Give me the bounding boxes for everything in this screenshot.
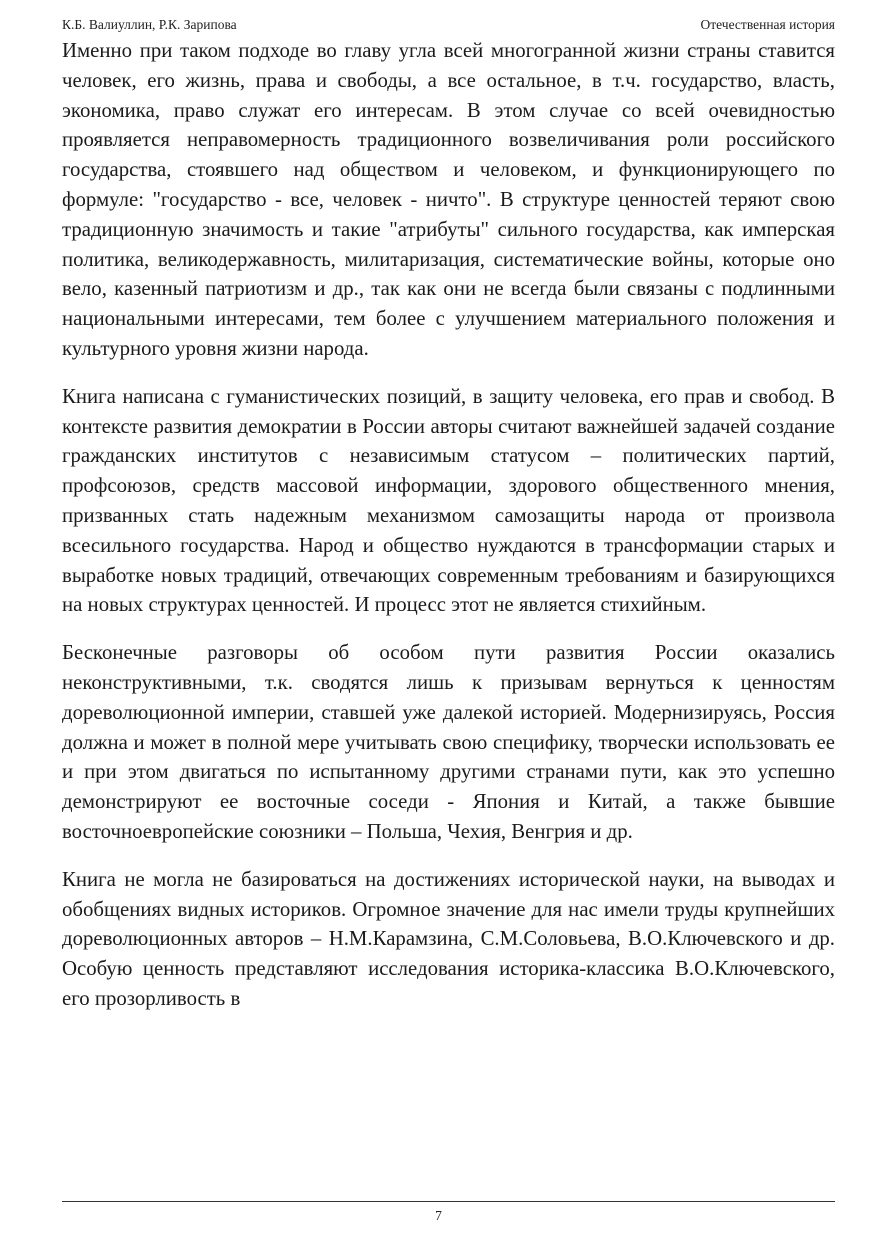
paragraph-3: Бесконечные разговоры об особом пути развития России оказались неконструктивными, т.к. сводятся лишь к призывам вернуться к ценностям дореволюционной империи, ставшей уже далекой историей. Модернизируясь, Россия должна и может в полной мере учитывать свою специфику, творчески использовать ее и при этом двигаться по испытанному другими странами пути, как это успешно демонстрируют ее восточные соседи - Япония и Китай, а также бывшие восточноевропейские союзники – Польша, Чехия, Венгрия и др. [62, 641, 835, 843]
paragraph-2: Книга написана с гуманистических позиций, в защиту человека, его прав и свобод. В контексте развития демократии в России авторы считают важнейшей задачей создание гражданских институтов с независимым статусом – политических партий, профсоюзов, средств массовой информации, здорового общественного мнения, призванных стать надежным механизмом самозащиты народа от произвола всесильного государства. Народ и общество нуждаются в трансформации старых и выработке новых традиций, отвечающих современным требованиям и базирующихся на новых структурах ценностей. И процесс этот не является стихийным. [62, 384, 835, 617]
paragraph-4: Книга не могла не базироваться на достижениях исторической науки, на выводах и обобщениях видных историков. Огромное значение для нас имели труды крупнейших дореволюционных авторов – Н.М.Карамзина, С.М.Соловьева, В.О.Ключевского и др. Особую ценность представляют исследования историка-классика В.О.Ключевского, его прозорливость в [62, 867, 835, 1010]
footer-divider [62, 1201, 835, 1202]
page-body [62, 36, 835, 1032]
header-book-title: Отечественная история [700, 17, 835, 32]
running-header [62, 16, 835, 34]
header-authors: К.Б. Валиуллин, Р.К. Зарипова [62, 17, 237, 32]
paragraph-1: Именно при таком подходе во главу угла всей многогранной жизни страны ставится человек, его жизнь, права и свободы, а все остальное, в т.ч. государство, власть, экономика, право служат его интересам. В этом случае со всей очевидностью проявляется неправомерность традиционного возвеличивания роли российского государства, стоявшего над обществом и человеком, и функционирующего по формуле: "государство - все, человек - ничто". В структуре ценностей теряют свою традиционную значимость и такие "атрибуты" сильного государства, как имперская политика, великодержавность, милитаризация, систематические войны, которые оно вело, казенный патриотизм и др., так как они не всегда были связаны с подлинными национальными интересами, тем более с улучшением материального положения и культурного уровня жизни народа. [62, 39, 835, 360]
page-number: 7 [435, 1208, 442, 1223]
